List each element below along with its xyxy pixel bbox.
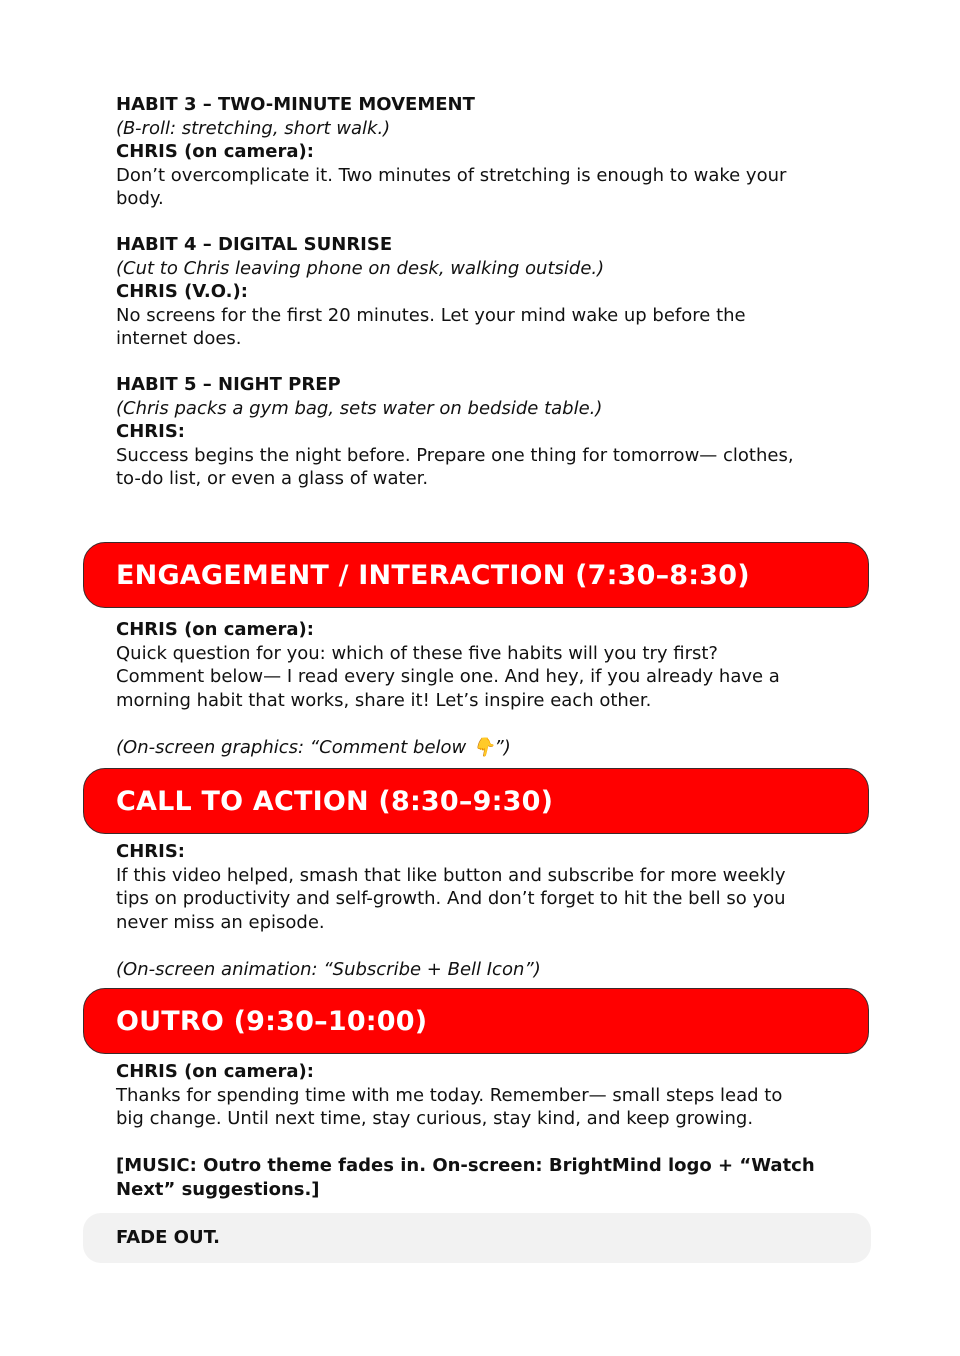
animation-note: (On-screen animation: “Subscribe + Bell Icon”) — [116, 958, 541, 980]
speaker-label: CHRIS (V.O.): — [116, 281, 248, 302]
dialogue-line: Don’t overcomplicate it. Two minutes of stretching is enough to wake your — [116, 164, 787, 186]
dialogue-line: big change. Until next time, stay curious, stay kind, and keep growing. — [116, 1108, 754, 1129]
music-cue: Next” suggestions.] — [116, 1178, 320, 1200]
dialogue-line: internet does. — [116, 328, 242, 349]
section-title: CALL TO ACTION (8:30–9:30) — [116, 785, 554, 817]
dialogue-line: to-do list, or even a glass of water. — [116, 468, 429, 489]
graphics-note: (On-screen graphics: “Comment below 👇”) — [116, 736, 511, 758]
engagement-section — [116, 618, 846, 759]
dialogue-line: body. — [116, 188, 164, 209]
dialogue-line: morning habit that works, share it! Let’s inspire each other. — [116, 689, 652, 711]
fade-out-box — [83, 1213, 871, 1263]
speaker-label: CHRIS: — [116, 421, 185, 442]
engagement-banner — [83, 542, 869, 608]
habit-5-section — [116, 373, 846, 491]
speaker-label: CHRIS: — [116, 841, 185, 862]
speaker-label: CHRIS (on camera): — [116, 1061, 314, 1082]
dialogue-line: Quick question for you: which of these five habits will you try first? — [116, 642, 718, 664]
dialogue-line: tips on productivity and self-growth. And don’t forget to hit the bell so you — [116, 888, 786, 909]
music-cue: [MUSIC: Outro theme fades in. On-screen: BrightMind logo + “Watch — [116, 1155, 815, 1176]
dialogue-line: never miss an episode. — [116, 911, 325, 933]
stage-direction: (Chris packs a gym bag, sets water on bedside table.) — [116, 397, 603, 419]
cta-section — [116, 840, 846, 981]
dialogue-line: No screens for the first 20 minutes. Let your mind wake up before the — [116, 304, 746, 326]
dialogue-line: Thanks for spending time with me today. Remember— small steps lead to — [116, 1084, 783, 1106]
habit-heading: HABIT 5 – NIGHT PREP — [116, 374, 341, 395]
section-title: ENGAGEMENT / INTERACTION (7:30–8:30) — [116, 559, 750, 591]
fade-out-label: FADE OUT. — [116, 1227, 220, 1249]
spacer — [116, 712, 846, 736]
speaker-label: CHRIS (on camera): — [116, 141, 314, 162]
cta-banner — [83, 768, 869, 834]
habit-4-section — [116, 233, 846, 351]
habit-3-section — [116, 93, 846, 211]
speaker-label: CHRIS (on camera): — [116, 619, 314, 640]
section-title: OUTRO (9:30–10:00) — [116, 1005, 428, 1037]
dialogue-line: If this video helped, smash that like button and subscribe for more weekly — [116, 864, 786, 886]
outro-section — [116, 1060, 846, 1201]
dialogue-line: Comment below— I read every single one. And hey, if you already have a — [116, 666, 780, 687]
dialogue-line: Success begins the night before. Prepare one thing for tomorrow— clothes, — [116, 444, 794, 466]
stage-direction: (B-roll: stretching, short walk.) — [116, 117, 391, 139]
habit-heading: HABIT 3 – TWO-MINUTE MOVEMENT — [116, 94, 475, 115]
spacer — [116, 1131, 846, 1155]
stage-direction: (Cut to Chris leaving phone on desk, walking outside.) — [116, 257, 605, 279]
spacer — [116, 934, 846, 958]
outro-banner — [83, 988, 869, 1054]
habit-heading: HABIT 4 – DIGITAL SUNRISE — [116, 234, 393, 255]
